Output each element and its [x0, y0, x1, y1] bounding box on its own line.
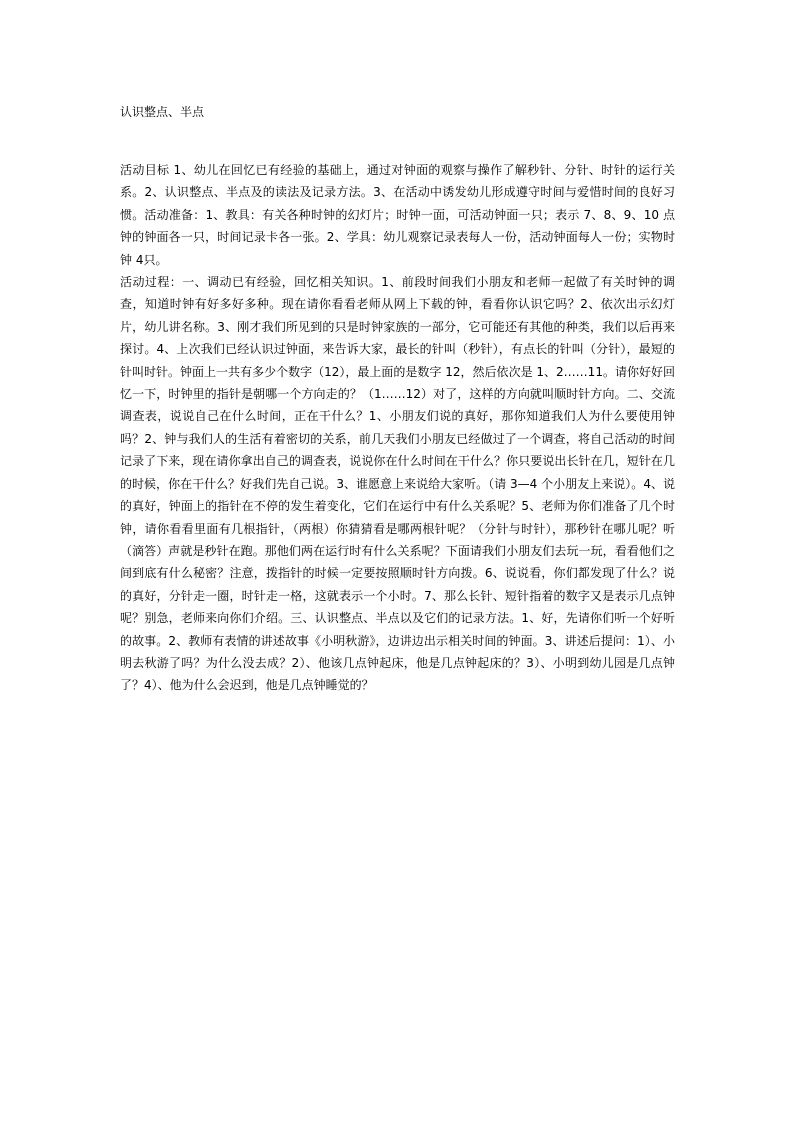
document-body	[120, 159, 675, 697]
paragraph-activity-process: 活动过程：一、调动已有经验，回忆相关知识。1、前段时间我们小朋友和老师一起做了有关时钟的调查，知道时钟有好多好多种。现在请你看看老师从网上下载的钟，看看你认识它吗？2、依次出示幻灯片，幼儿讲名称。3、刚才我们所见到的只是时钟家族的一部分，它可能还有其他的种类，我们以后再来探讨。4、上次我们已经认识过钟面，来告诉大家，最长的针叫（秒针），有点长的针叫（分针），最短的针叫时针。钟面上一共有多少个数字（12），最上面的是数字 12，然后依次是 1、2……11。请你好好回忆一下，时钟里的指针是朝哪一个方向走的？（1……12）对了，这样的方向就叫顺时针方向。二、交流调查表，说说自己在什么时间，正在干什么？1、小朋友们说的真好，那你知道我们人为什么要使用钟吗？2、钟与我们人的生活有着密切的关系，前几天我们小朋友已经做过了一个调查，将自己活动的时间记录了下来，现在请你拿出自己的调查表，说说你在什么时间在干什么？你只要说出长针在几，短针在几的时候，你在干什么？好我们先自己说。3、谁愿意上来说给大家听。（请 3—4 个小朋友上来说）。4、说的真好，钟面上的指针在不停的发生着变化，它们在运行中有什么关系呢？5、老师为你们准备了几个时钟，请你看看里面有几根指针，（两根）你猜猜看是哪两根针呢？（分针与时针），那秒针在哪儿呢？听（滴答）声就是秒针在跑。那他们两在运行时有什么关系呢？下面请我们小朋友们去玩一玩，看看他们之间到底有什么秘密？注意，拨指针的时候一定要按照顺时针方向拨。6、说说看，你们都发现了什么？说的真好，分针走一圈，时针走一格，这就表示一个小时。7、那么长针、短针指着的数字又是表示几点钟呢？别急，老师来向你们介绍。三、认识整点、半点以及它们的记录方法。1、好，先请你们听一个好听的故事。2、教师有表情的讲述故事《小明秋游》，边讲边出示相关时间的钟面。3、讲述后提问：1）、小明去秋游了吗？为什么没去成？2）、他该几点钟起床，他是几点钟起床的？3）、小明到幼儿园是几点钟了？4）、他为什么会迟到，他是几点钟睡觉的？	[120, 275, 675, 693]
paragraph-goals-and-preparation: 活动目标 1、幼儿在回忆已有经验的基础上，通过对钟面的观察与操作了解秒针、分针、时针的运行关系。2、认识整点、半点及的读法及记录方法。3、在活动中诱发幼儿形成遵守时间与爱惜时间的良好习惯。活动准备：1、教具：有关各种时钟的幻灯片；时钟一面，可活动钟面一只；表示 7、8、9、10 点钟的钟面各一只，时间记录卡各一张。2、学具：幼儿观察记录表每人一份，活动钟面每人一份；实物时钟 4只。	[120, 163, 675, 267]
document-title: 认识整点、半点	[120, 105, 205, 119]
